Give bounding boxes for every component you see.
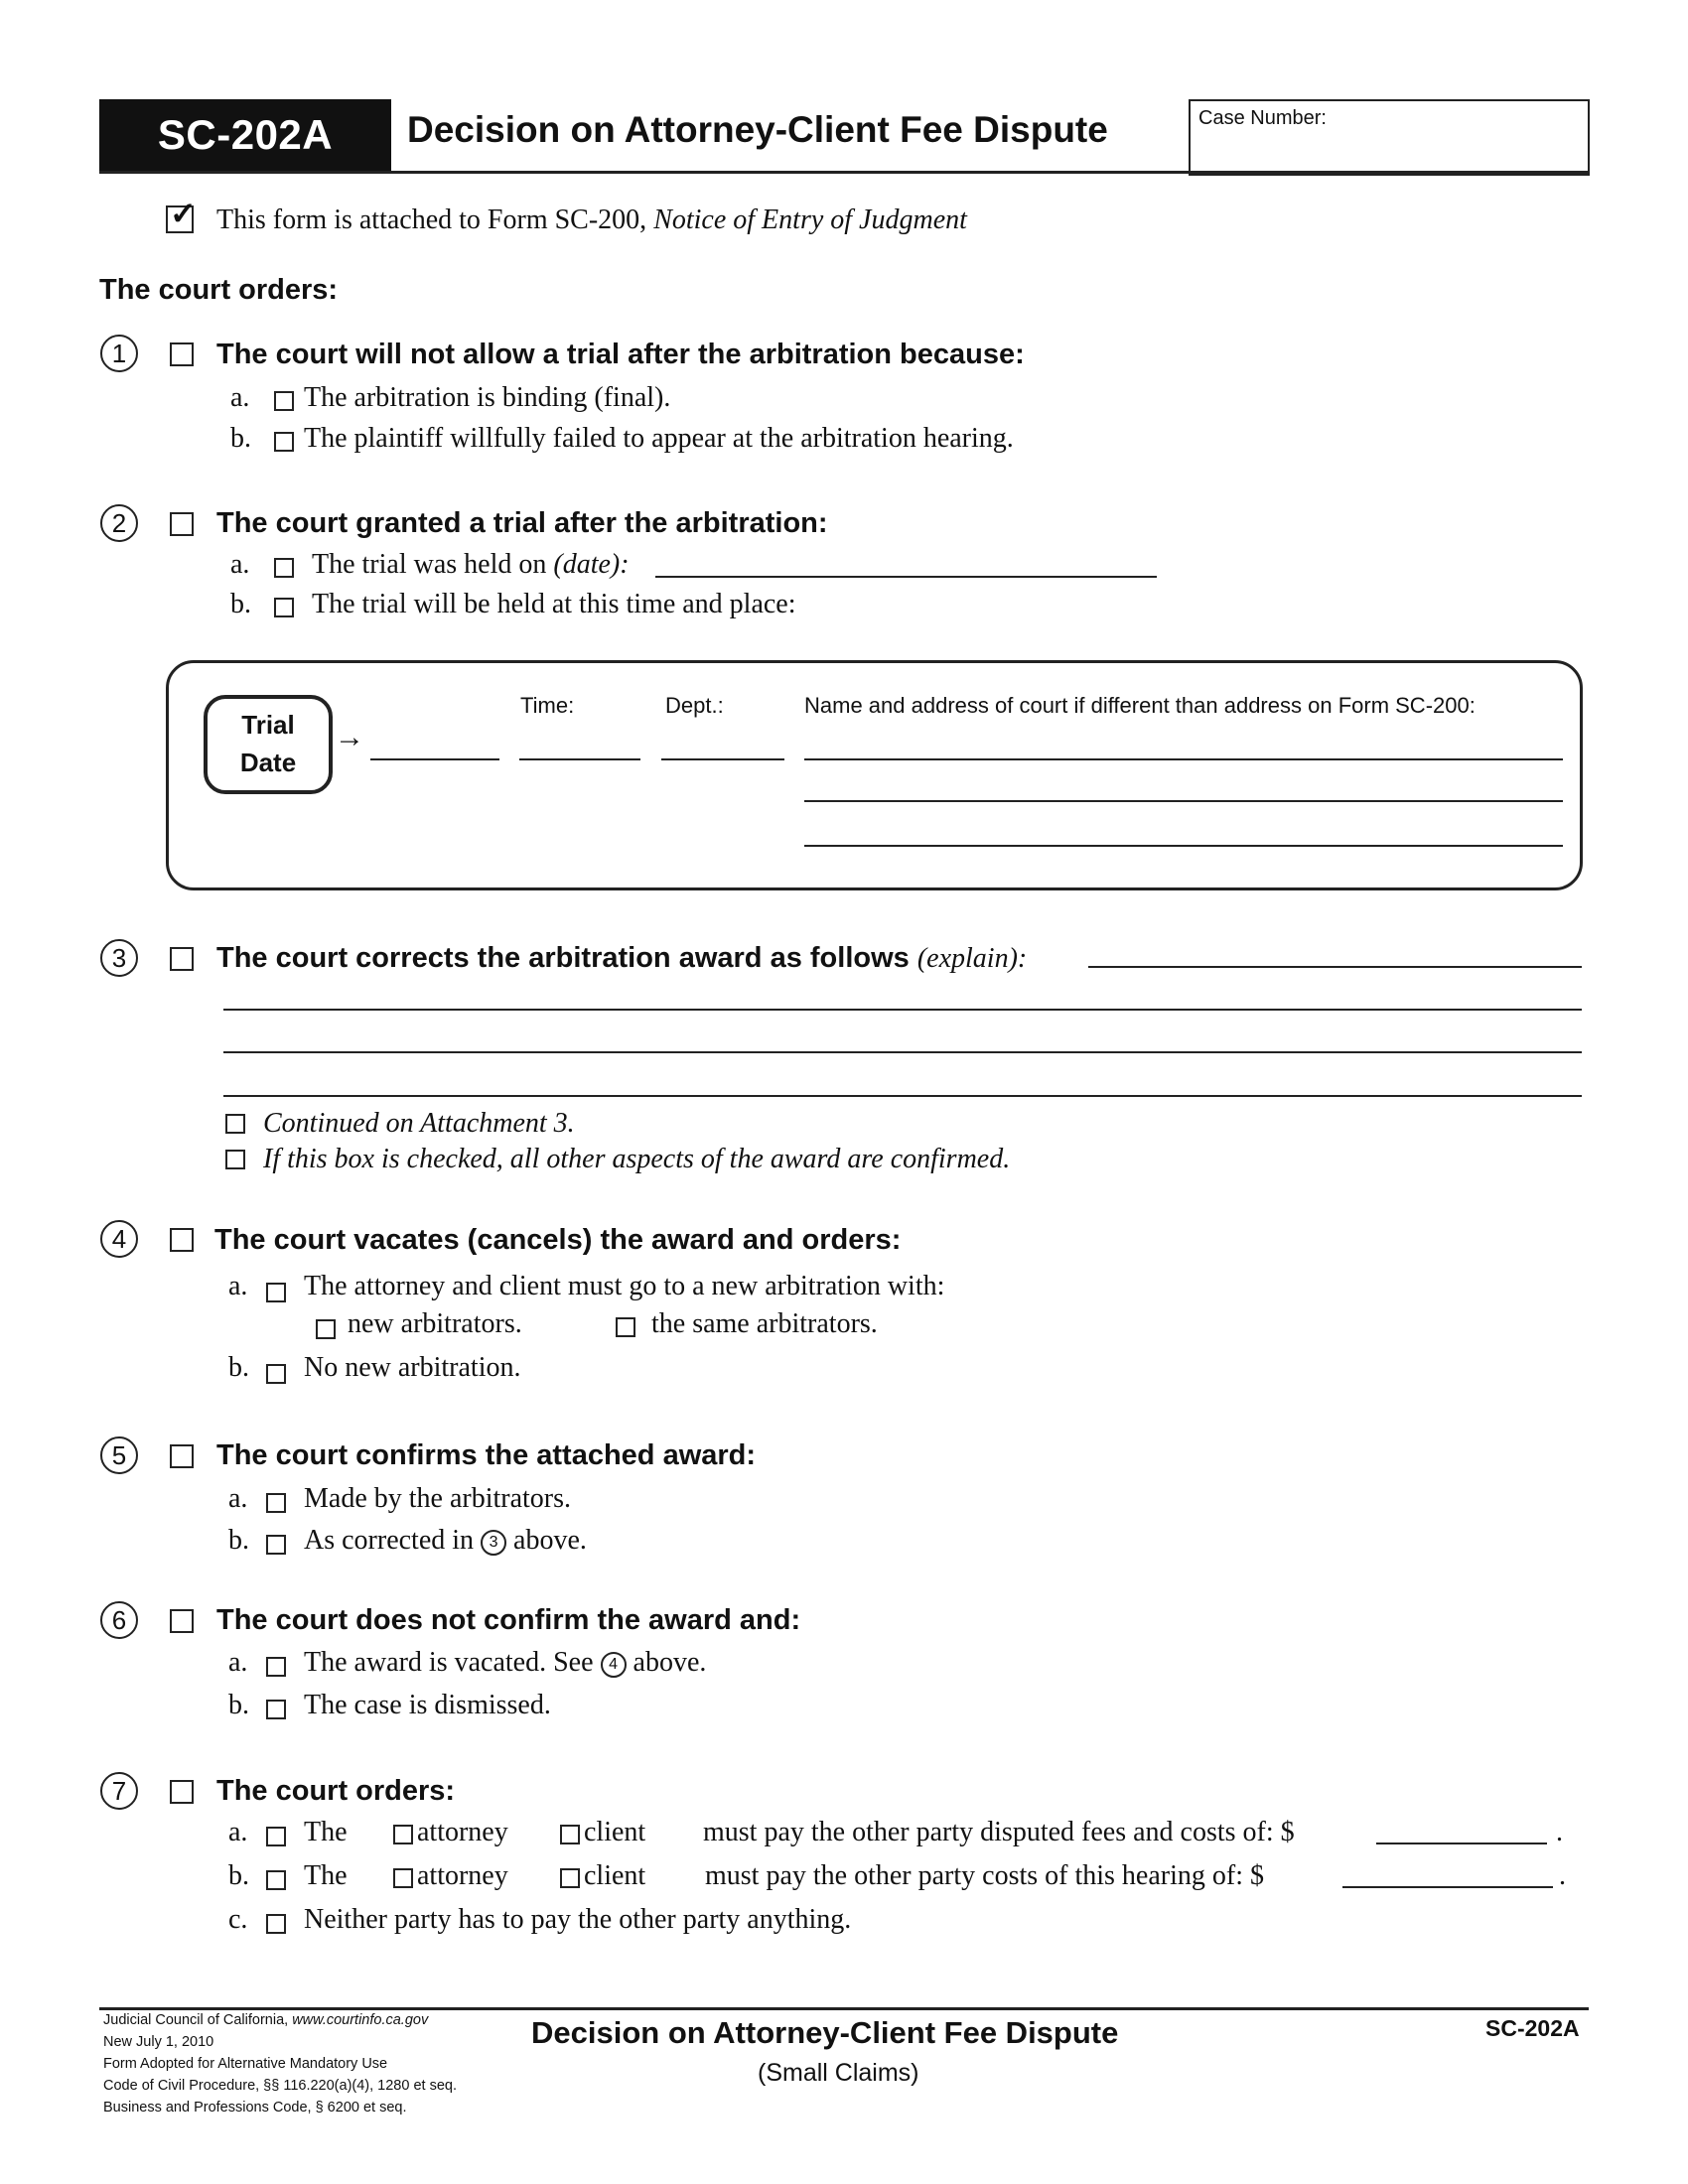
court-address-line-1[interactable] bbox=[804, 758, 1563, 760]
item-7c-checkbox[interactable] bbox=[266, 1914, 286, 1934]
item-1b-letter: b. bbox=[230, 423, 251, 454]
item-2a-letter: a. bbox=[230, 549, 250, 580]
item-7a-end: . bbox=[1556, 1817, 1563, 1847]
confirmed-checkbox[interactable] bbox=[225, 1150, 245, 1169]
trial-time-field[interactable] bbox=[519, 758, 640, 760]
explain-line-4[interactable] bbox=[223, 1095, 1582, 1097]
item-7b-client-checkbox[interactable] bbox=[560, 1868, 580, 1888]
item-1a-text: The arbitration is binding (final). bbox=[304, 382, 671, 413]
item-1b-checkbox[interactable] bbox=[274, 432, 294, 452]
item-4b-text: No new arbitration. bbox=[304, 1352, 521, 1383]
new-arbitrators-text: new arbitrators. bbox=[348, 1308, 522, 1339]
item-1-number: 1 bbox=[100, 335, 138, 372]
item-6b-checkbox[interactable] bbox=[266, 1700, 286, 1719]
item-5-heading: The court confirms the attached award: bbox=[216, 1439, 757, 1471]
item-5a-text: Made by the arbitrators. bbox=[304, 1483, 572, 1514]
court-address-label: Name and address of court if different than address on Form SC-200: bbox=[804, 693, 1476, 718]
trial-date-field[interactable] bbox=[370, 758, 499, 760]
item-4a-checkbox[interactable] bbox=[266, 1283, 286, 1302]
item-5a-checkbox[interactable] bbox=[266, 1493, 286, 1513]
trial-held-date-field[interactable] bbox=[655, 576, 1157, 578]
item-7c-letter: c. bbox=[228, 1904, 248, 1935]
ref-4-icon: 4 bbox=[601, 1652, 627, 1678]
ref-3-icon: 3 bbox=[481, 1530, 506, 1556]
item-1-heading: The court will not allow a trial after the arbitration because: bbox=[216, 339, 1025, 370]
confirmed-text: If this box is checked, all other aspects of the award are confirmed. bbox=[263, 1144, 1011, 1174]
dept-label: Dept.: bbox=[665, 693, 724, 718]
item-5a-letter: a. bbox=[228, 1483, 248, 1514]
footer-subtitle: (Small Claims) bbox=[758, 2059, 919, 2087]
item-7a-client-text: client bbox=[584, 1817, 646, 1847]
item-1-checkbox[interactable] bbox=[170, 342, 194, 366]
item-7-number: 7 bbox=[100, 1772, 138, 1810]
item-6b-text: The case is dismissed. bbox=[304, 1690, 551, 1720]
checkmark-icon: ✓ bbox=[170, 196, 197, 231]
item-5-number: 5 bbox=[100, 1436, 138, 1474]
item-6a-letter: a. bbox=[228, 1647, 248, 1678]
item-4a-letter: a. bbox=[228, 1271, 248, 1301]
item-1a-checkbox[interactable] bbox=[274, 391, 294, 411]
item-4-heading: The court vacates (cancels) the award and orders: bbox=[214, 1224, 902, 1256]
item-2-checkbox[interactable] bbox=[170, 512, 194, 536]
header-divider bbox=[99, 171, 1589, 174]
court-address-line-3[interactable] bbox=[804, 845, 1563, 847]
item-7b-attorney-checkbox[interactable] bbox=[393, 1868, 413, 1888]
item-6a-text: The award is vacated. See 4 above. bbox=[304, 1647, 707, 1678]
court-address-line-2[interactable] bbox=[804, 800, 1563, 802]
item-7b-letter: b. bbox=[228, 1860, 249, 1891]
item-5b-letter: b. bbox=[228, 1525, 249, 1556]
item-1b-text: The plaintiff willfully failed to appear at the arbitration hearing. bbox=[304, 423, 1014, 454]
footer-legal: Judicial Council of California, www.courtinfo.ca.gov New July 1, 2010 Form Adopted for Alternative Mandatory Use Code of Civil Procedure, §§ 116.220(a)(4), 1280 et seq. Business and Professions Code, § 6200 et seq. bbox=[103, 2012, 457, 2116]
item-7a-client-checkbox[interactable] bbox=[560, 1825, 580, 1844]
item-4a-text: The attorney and client must go to a new arbitration with: bbox=[304, 1271, 945, 1301]
item-5b-text: As corrected in 3 above. bbox=[304, 1525, 587, 1556]
item-5b-checkbox[interactable] bbox=[266, 1535, 286, 1555]
item-6-number: 6 bbox=[100, 1601, 138, 1639]
item-3-checkbox[interactable] bbox=[170, 947, 194, 971]
item-7a-the: The bbox=[304, 1817, 348, 1847]
continued-checkbox[interactable] bbox=[225, 1114, 245, 1134]
explain-line-3[interactable] bbox=[223, 1051, 1582, 1053]
explain-line-2[interactable] bbox=[223, 1009, 1582, 1011]
disputed-fees-amount-field[interactable] bbox=[1376, 1843, 1547, 1844]
item-7a-attorney-text: attorney bbox=[417, 1817, 508, 1847]
form-title: Decision on Attorney-Client Fee Dispute bbox=[407, 109, 1108, 150]
item-7a-text: must pay the other party disputed fees and costs of: $ bbox=[703, 1817, 1295, 1847]
item-6b-letter: b. bbox=[228, 1690, 249, 1720]
continued-text: Continued on Attachment 3. bbox=[263, 1108, 575, 1139]
time-label: Time: bbox=[520, 693, 575, 718]
item-7b-attorney-text: attorney bbox=[417, 1860, 508, 1891]
item-6-checkbox[interactable] bbox=[170, 1609, 194, 1633]
footer-form-code: SC-202A bbox=[1485, 2015, 1580, 2041]
attached-checkbox[interactable] bbox=[166, 196, 197, 233]
item-3-number: 3 bbox=[100, 939, 138, 977]
footer-title: Decision on Attorney-Client Fee Dispute bbox=[531, 2015, 1119, 2050]
item-2b-letter: b. bbox=[230, 589, 251, 619]
item-6a-checkbox[interactable] bbox=[266, 1657, 286, 1677]
item-7-heading: The court orders: bbox=[216, 1775, 456, 1807]
item-2-heading: The court granted a trial after the arbitration: bbox=[216, 507, 828, 539]
item-5-checkbox[interactable] bbox=[170, 1444, 194, 1468]
item-2b-checkbox[interactable] bbox=[274, 598, 294, 617]
new-arbitrators-checkbox[interactable] bbox=[316, 1319, 336, 1339]
case-number-box[interactable] bbox=[1189, 99, 1590, 173]
attachment-statement: This form is attached to Form SC-200, Notice of Entry of Judgment bbox=[216, 205, 967, 235]
item-7b-checkbox[interactable] bbox=[266, 1870, 286, 1890]
case-number-label: Case Number: bbox=[1198, 107, 1327, 129]
item-2a-checkbox[interactable] bbox=[274, 558, 294, 578]
hearing-costs-amount-field[interactable] bbox=[1342, 1886, 1553, 1888]
item-7c-text: Neither party has to pay the other party anything. bbox=[304, 1904, 852, 1935]
arrow-right-icon: → bbox=[335, 721, 364, 753]
item-2b-text: The trial will be held at this time and place: bbox=[312, 589, 796, 619]
item-7b-end: . bbox=[1559, 1860, 1566, 1891]
item-7b-client-text: client bbox=[584, 1860, 646, 1891]
item-2-number: 2 bbox=[100, 504, 138, 542]
same-arbitrators-checkbox[interactable] bbox=[616, 1317, 635, 1337]
item-2a-text: The trial was held on (date): bbox=[312, 549, 630, 580]
court-orders-label: The court orders: bbox=[99, 274, 339, 306]
item-4b-letter: b. bbox=[228, 1352, 249, 1383]
item-7a-attorney-checkbox[interactable] bbox=[393, 1825, 413, 1844]
trial-date-badge: Trial Date bbox=[204, 695, 333, 794]
item-7a-letter: a. bbox=[228, 1817, 248, 1847]
item-7a-checkbox[interactable] bbox=[266, 1827, 286, 1846]
item-4-checkbox[interactable] bbox=[170, 1228, 194, 1252]
item-6-heading: The court does not confirm the award and: bbox=[216, 1604, 801, 1636]
item-1a-letter: a. bbox=[230, 382, 250, 413]
item-7b-the: The bbox=[304, 1860, 348, 1891]
form-code: SC-202A bbox=[99, 99, 391, 171]
item-7b-text: must pay the other party costs of this hearing of: $ bbox=[705, 1860, 1264, 1891]
explain-line-1[interactable] bbox=[1088, 966, 1582, 968]
item-3-heading: The court corrects the arbitration award as follows (explain): bbox=[216, 942, 1028, 974]
trial-dept-field[interactable] bbox=[661, 758, 784, 760]
item-4b-checkbox[interactable] bbox=[266, 1364, 286, 1384]
item-7-checkbox[interactable] bbox=[170, 1780, 194, 1804]
same-arbitrators-text: the same arbitrators. bbox=[651, 1308, 878, 1339]
item-4-number: 4 bbox=[100, 1220, 138, 1258]
